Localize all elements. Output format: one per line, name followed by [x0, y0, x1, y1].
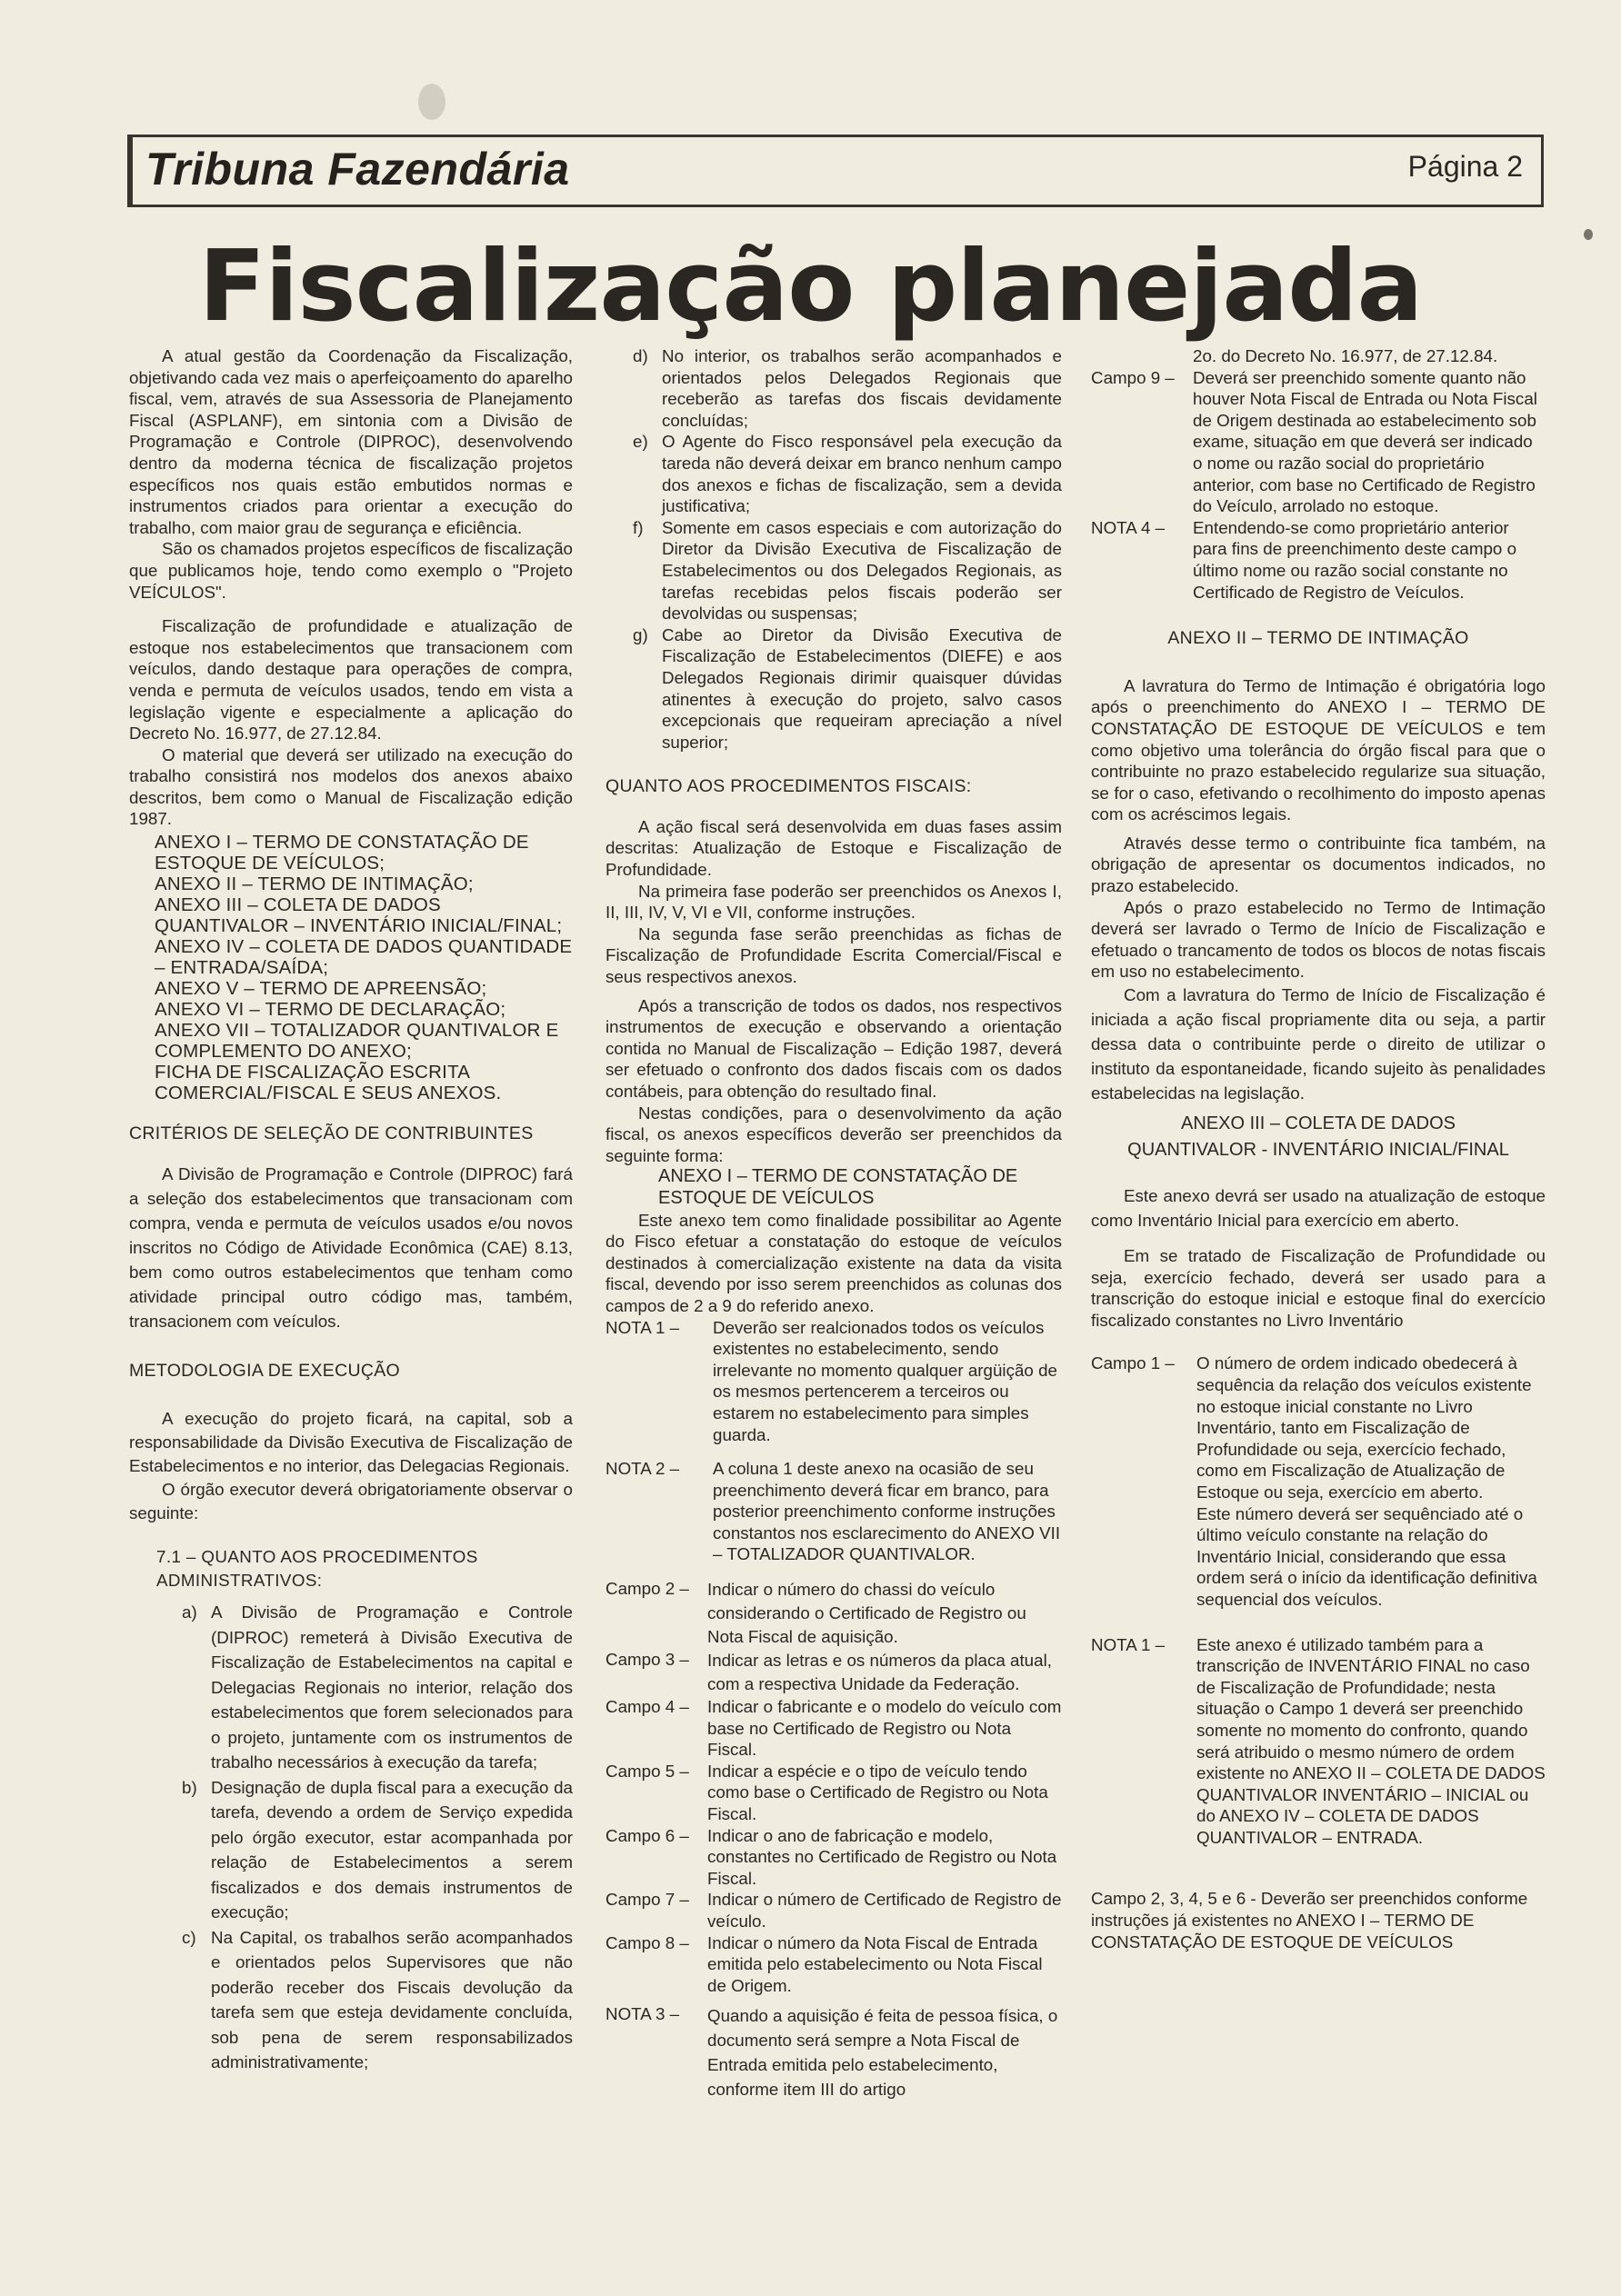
paragraph: A ação fiscal será desenvolvida em duas fases assim descritas: Atualização de Estoque e Fiscalização de Profundidade.	[605, 816, 1062, 880]
list-item: c) Na Capital, os trabalhos serão acompanhados e orientados pelos Supervisores que não poderão receber dos Fiscais devolução da tarefa sem que esteja devidamente concluída, sob pena de serem responsabilizados administrativamente;	[182, 1927, 573, 2072]
paragraph: Com a lavratura do Termo de Início de Fiscalização é iniciada a ação fiscal propriamente dita ou seja, a partir dessa data o contribuinte perde o direito de utilizar o instituto da espontaneidade, ficando sujeito às penalidades estabelecidas na legislação.	[1091, 985, 1546, 1103]
field-row: Campo 3 – Indicar as letras e os números da placa atual, com a respectiva Unidade da Federação.	[605, 1650, 1052, 1694]
field-row: Campo 2, 3, 4, 5 e 6 - Deverão ser preenchidos conforme instruções já existentes no ANEXO I – TERMO DE CONSTATAÇÃO DE ESTOQUE DE VEÍCULOS	[1091, 1889, 1528, 1952]
paragraph: A lavratura do Termo de Intimação é obrigatória logo após o preenchimento do ANEXO I – TERMO DE CONSTATAÇÃO DE ESTOQUE DE VEÍCULOS e tem como objetivo uma tolerância do órgão fiscal para que o contribuinte no prazo estabelecido regularize sua situação, se for o caso, efetivando o recolhimento do imposto apenas com os acréscimos legais.	[1091, 675, 1546, 824]
field-row: Campo 8 – Indicar o número da Nota Fiscal de Entrada emitida pelo estabelecimento ou Nota Fiscal de Origem.	[605, 1932, 1043, 1995]
note-row: NOTA 1 – Deverão ser realcionados todos os veículos existentes no estabelecimento, sendo irrelevante no momento qualquer argüição de os mesmos pertencerem a terceiros ou estarem no estabelecimento para simples guarda.	[605, 1317, 1057, 1444]
annex-item: ANEXO II – TERMO DE INTIMAÇÃO;	[155, 873, 474, 895]
paragraph: Na primeira fase poderão ser preenchidos os Anexos I, II, III, IV, V, VI e VII, conforme instruções.	[605, 881, 1062, 923]
list-item: a) A Divisão de Programação e Controle (DIPROC) remeterá à Divisão Executiva de Fiscalização de Estabelecimentos na capital e Delegacias Regionais no interior, relação dos estabelecimentos que forem selecionados para o projeto, juntamente com os instrumentos de trabalho necessários à execução da tarefa;	[182, 1602, 573, 1772]
paragraph: A execução do projeto ficará, na capital, sob a responsabilidade da Divisão Executiva de Fiscalização de Estabelecimentos e no interior, das Delegacias Regionais.	[129, 1409, 573, 1476]
article-column-3	[1091, 345, 1546, 1952]
field-row: Campo 5 – Indicar a espécie e o tipo de veículo tendo como base o Certificado de Registro ou Nota Fiscal.	[605, 1761, 1048, 1824]
note-row: NOTA 4 – Entendendo-se como proprietário anterior para fins de preenchimento deste campo o último nome ou razão social constante no Certificado de Registro de Veículos.	[1091, 517, 1517, 602]
paper-stain	[418, 84, 445, 120]
paragraph: Fiscalização de profundidade e atualização de estoque nos estabelecimentos que transacionem com veículos, dando destaque para operações de compra, venda e permuta de veículos usados, tendo em vista a legislação vigente e especialmente a aplicação do Decreto No. 16.977, de 27.12.84.	[129, 616, 573, 744]
annex-item: FICHA DE FISCALIZAÇÃO ESCRITA COMERCIAL/FISCAL E SEUS ANEXOS.	[155, 1062, 502, 1104]
paragraph: Na segunda fase serão preenchidas as fichas de Fiscalização de Profundidade Escrita Comercial/Fiscal e seus respectivos anexos.	[605, 923, 1062, 987]
paragraph: São os chamados projetos específicos de fiscalização que publicamos hoje, tendo como exemplo o "Projeto VEÍCULOS".	[129, 539, 573, 602]
list-item: d) No interior, os trabalhos serão acompanhados e orientados pelos Delegados Regionais que receberão as tarefas dos fiscais devidamente concluídas;	[633, 346, 1062, 430]
paragraph: Nestas condições, para o desenvolvimento da ação fiscal, os anexos específicos deverão ser preenchidos da seguinte forma:	[605, 1103, 1062, 1165]
paragraph: Este anexo tem como finalidade possibilitar ao Agente do Fisco efetuar a constatação do estoque de veículos destinados à comercialização existente na data da visita fiscal, devendo por isso serem preenchidos as colunas dos campos de 2 a 9 do referido anexo.	[605, 1210, 1062, 1315]
annex-list	[155, 832, 573, 1103]
annex-item: ANEXO IV – COLETA DE DADOS QUANTIDADE – ENTRADA/SAÍDA;	[155, 936, 573, 979]
continued-text: 2o. do Decreto No. 16.977, de 27.12.84.	[1193, 346, 1498, 365]
field-row: Campo 9 – Deverá ser preenchido somente quanto não houver Nota Fiscal de Entrada ou Nota Fiscal de Origem destinada ao estabelecimento sob exame, situação em que deverá ser indicado o nome ou razão social do proprietário anterior, com base no Certificado de Registro do Veículo, arrolado no estoque.	[1091, 367, 1537, 516]
field-row: Campo 7 – Indicar o número de Certificado de Registro de veículo.	[605, 1890, 1062, 1931]
section-heading: CRITÉRIOS DE SELEÇÃO DE CONTRIBUINTES	[129, 1123, 534, 1144]
note-row: NOTA 3 – Quando a aquisição é feita de pessoa física, o documento será sempre a Nota Fiscal de Entrada emitida pelo estabelecimento, conforme item III do artigo	[605, 2004, 1058, 2100]
masthead	[127, 135, 1544, 207]
page-number: Página 2	[1407, 150, 1523, 183]
field-row: Campo 4 – Indicar o fabricante e o modelo do veículo com base no Certificado de Registro ou Nota Fiscal.	[605, 1697, 1062, 1760]
article-column-2	[605, 345, 1062, 2101]
field-row: Campo 1 – O número de ordem indicado obedecerá à sequência da relação dos veículos existente no estoque inicial constante no Livro Inventário, tanto em Fiscalização de Profundidade ou seja, exercício fechado, como em Fiscalização de Atualização de Estoque ou seja, exercício em aberto. Este número deverá ser sequênciado até o último veículo constante na relação do Inventário Inicial, considerando que essa ordem será o início da identificação definitiva sequencial dos veículos.	[1091, 1353, 1537, 1609]
paragraph: O material que deverá ser utilizado na execução do trabalho consistirá nos modelos dos anexos abaixo descritos, bem como o Manual de Fiscalização edição 1987.	[129, 744, 573, 829]
paragraph: Este anexo devrá ser usado na atualização de estoque como Inventário Inicial para exercício em aberto.	[1091, 1186, 1546, 1231]
list-item: f) Somente em casos especiais e com autorização do Diretor da Divisão Executiva de Fiscalização de Estabelecimentos ou dos Delegados Regionais, as tarefas recebidas pelos fiscais poderão ser devolvidas ou suspensas;	[633, 517, 1062, 624]
headline: Fiscalização planejada	[198, 230, 1423, 344]
note-row: NOTA 2 – A coluna 1 deste anexo na ocasião de seu preenchimento deverá ficar em branco, para posterior preenchimento conforme instruções constantos nos esclarecimento do ANEXO VII – TOTALIZADOR QUANTIVALOR.	[605, 1459, 1061, 1564]
section-heading: QUANTO AOS PROCEDIMENTOS FISCAIS:	[605, 776, 972, 797]
list-item: e) O Agente do Fisco responsável pela execução da tareda não deverá deixar em branco nenhum campo dos anexos e fichas de fiscalização, sem a devida justificativa;	[633, 432, 1062, 516]
section-heading: METODOLOGIA DE EXECUÇÃO	[129, 1360, 401, 1381]
annex-item: ANEXO VI – TERMO DE DECLARAÇÃO;	[155, 999, 506, 1021]
paragraph: Após o prazo estabelecido no Termo de Intimação deverá ser lavrado o Termo de Início de Fiscalização e efetuado o trancamento de todos os blocos de notas fiscais em uso no estabelecimento.	[1091, 897, 1546, 982]
paragraph: O órgão executor deverá obrigatoriamente observar o seguinte:	[129, 1480, 573, 1523]
annex-item: ANEXO VII – TOTALIZADOR QUANTIVALOR E COMPLEMENTO DO ANEXO;	[155, 1020, 559, 1063]
annex-item: ANEXO I – TERMO DE CONSTATAÇÃO DE ESTOQUE DE VEÍCULOS;	[155, 832, 529, 874]
annex-item: ANEXO V – TERMO DE APREENSÃO;	[155, 978, 487, 1000]
field-row: Campo 6 – Indicar o ano de fabricação e modelo, constantes no Certificado de Registro ou Nota Fiscal.	[605, 1825, 1057, 1888]
field-row: Campo 2 – Indicar o número do chassi do veículo considerando o Certificado de Registro ou Nota Fiscal de aquisição.	[605, 1579, 1026, 1647]
newspaper-title: Tribuna Fazendária	[145, 144, 570, 195]
paragraph: A Divisão de Programação e Controle (DIPROC) fará a seleção dos estabelecimentos que transacionam com compra, venda e permuta de veículos usados e/ou novos inscritos no Código de Atividade Econômica (CAE) 8.13, bem como outros estabelecimentos que tenham como atividade principal outro código mas, também, transacionem com veículos.	[129, 1163, 573, 1331]
field-text: Este número deverá ser sequênciado até o último veículo constante na relação do Inventário Inicial, considerando que essa ordem será o início da identificação definitiva sequencial dos veículos.	[1196, 1503, 1537, 1609]
note-row: NOTA 1 – Este anexo é utilizado também para a transcrição de INVENTÁRIO FINAL no caso de Fiscalização de Profundidade; nesta situação o Campo 1 deverá ser preenchido somente no momento do confronto, quando será atribuido o mesmo número de ordem existente no ANEXO II – COLETA DE DADOS QUANTIVALOR INVENTÁRIO – INICIAL ou do ANEXO IV – COLETA DE DADOS QUANTIVALOR – ENTRADA.	[1091, 1634, 1546, 1847]
field-text: O número de ordem indicado obedecerá à sequência da relação dos veículos existente no estoque inicial constante no Livro Inventário, tanto em Fiscalização de Profundidade ou seja, exercício fechado, como em Fiscalização de Atualização de Estoque ou seja, exercício em aberto.	[1196, 1353, 1532, 1502]
annex-heading: ANEXO I – TERMO DE CONSTATAÇÃO DE ESTOQUE DE VEÍCULOS	[658, 1166, 1018, 1208]
paragraph: Através desse termo o contribuinte fica também, na obrigação de apresentar os documentos indicados, no prazo estabelecido.	[1091, 833, 1546, 896]
list-item: g) Cabe ao Diretor da Divisão Executiva de Fiscalização de Estabelecimentos (DIEFE) e aos Delegados Regionais dirimir quaisquer dúvidas atinentes à execução do projeto, salvo casos excepcionais que requeiram apreciação a nível superior;	[633, 624, 1062, 752]
article-column-1	[129, 345, 573, 2075]
annex-item: ANEXO III – COLETA DE DADOS QUANTIVALOR – INVENTÁRIO INICIAL/FINAL;	[155, 894, 563, 937]
paragraph: Em se tratado de Fiscalização de Profundidade ou seja, exercício fechado, deverá ser usado para a transcrição do estoque inicial e estoque final do exercício fiscalizado constantes no Livro Inventário	[1091, 1246, 1546, 1330]
paragraph: A atual gestão da Coordenação da Fiscalização, objetivando cada vez mais o aperfeiçoamento do aparelho fiscal, vem, através de sua Assessoria de Planejamento Fiscal (ASPLANF), em sintonia com a Divisão de Programação e Controle (DIPROC), desenvolvendo dentro da moderna técnica de fiscalização projetos específicos nos quais estão embutidos normas e instrumentos criados para orientar a execução do trabalho, com maior grau de segurança e eficiência.	[129, 346, 573, 537]
paragraph: Após a transcrição de todos os dados, nos respectivos instrumentos de execução e observando a orientação contida no Manual de Fiscalização – Edição 1987, deverá ser efetuado o confronto dos dados fiscais com os dados contábeis, para obtenção do resultado final.	[605, 995, 1062, 1101]
annex-heading: ANEXO III – COLETA DE DADOS QUANTIVALOR - INVENTÁRIO INICIAL/FINAL	[1127, 1113, 1509, 1161]
subsection-heading: 7.1 – QUANTO AOS PROCEDIMENTOS ADMINISTRATIVOS:	[156, 1547, 478, 1591]
list-item: b) Designação de dupla fiscal para a execução da tarefa, devendo a ordem de Serviço expedida pelo órgão executor, estar acompanhada por relação de Estabelecimentos a serem fiscalizados e dos demais instrumentos de execução;	[182, 1777, 573, 1922]
annex-heading: ANEXO II – TERMO DE INTIMAÇÃO	[1167, 628, 1469, 649]
